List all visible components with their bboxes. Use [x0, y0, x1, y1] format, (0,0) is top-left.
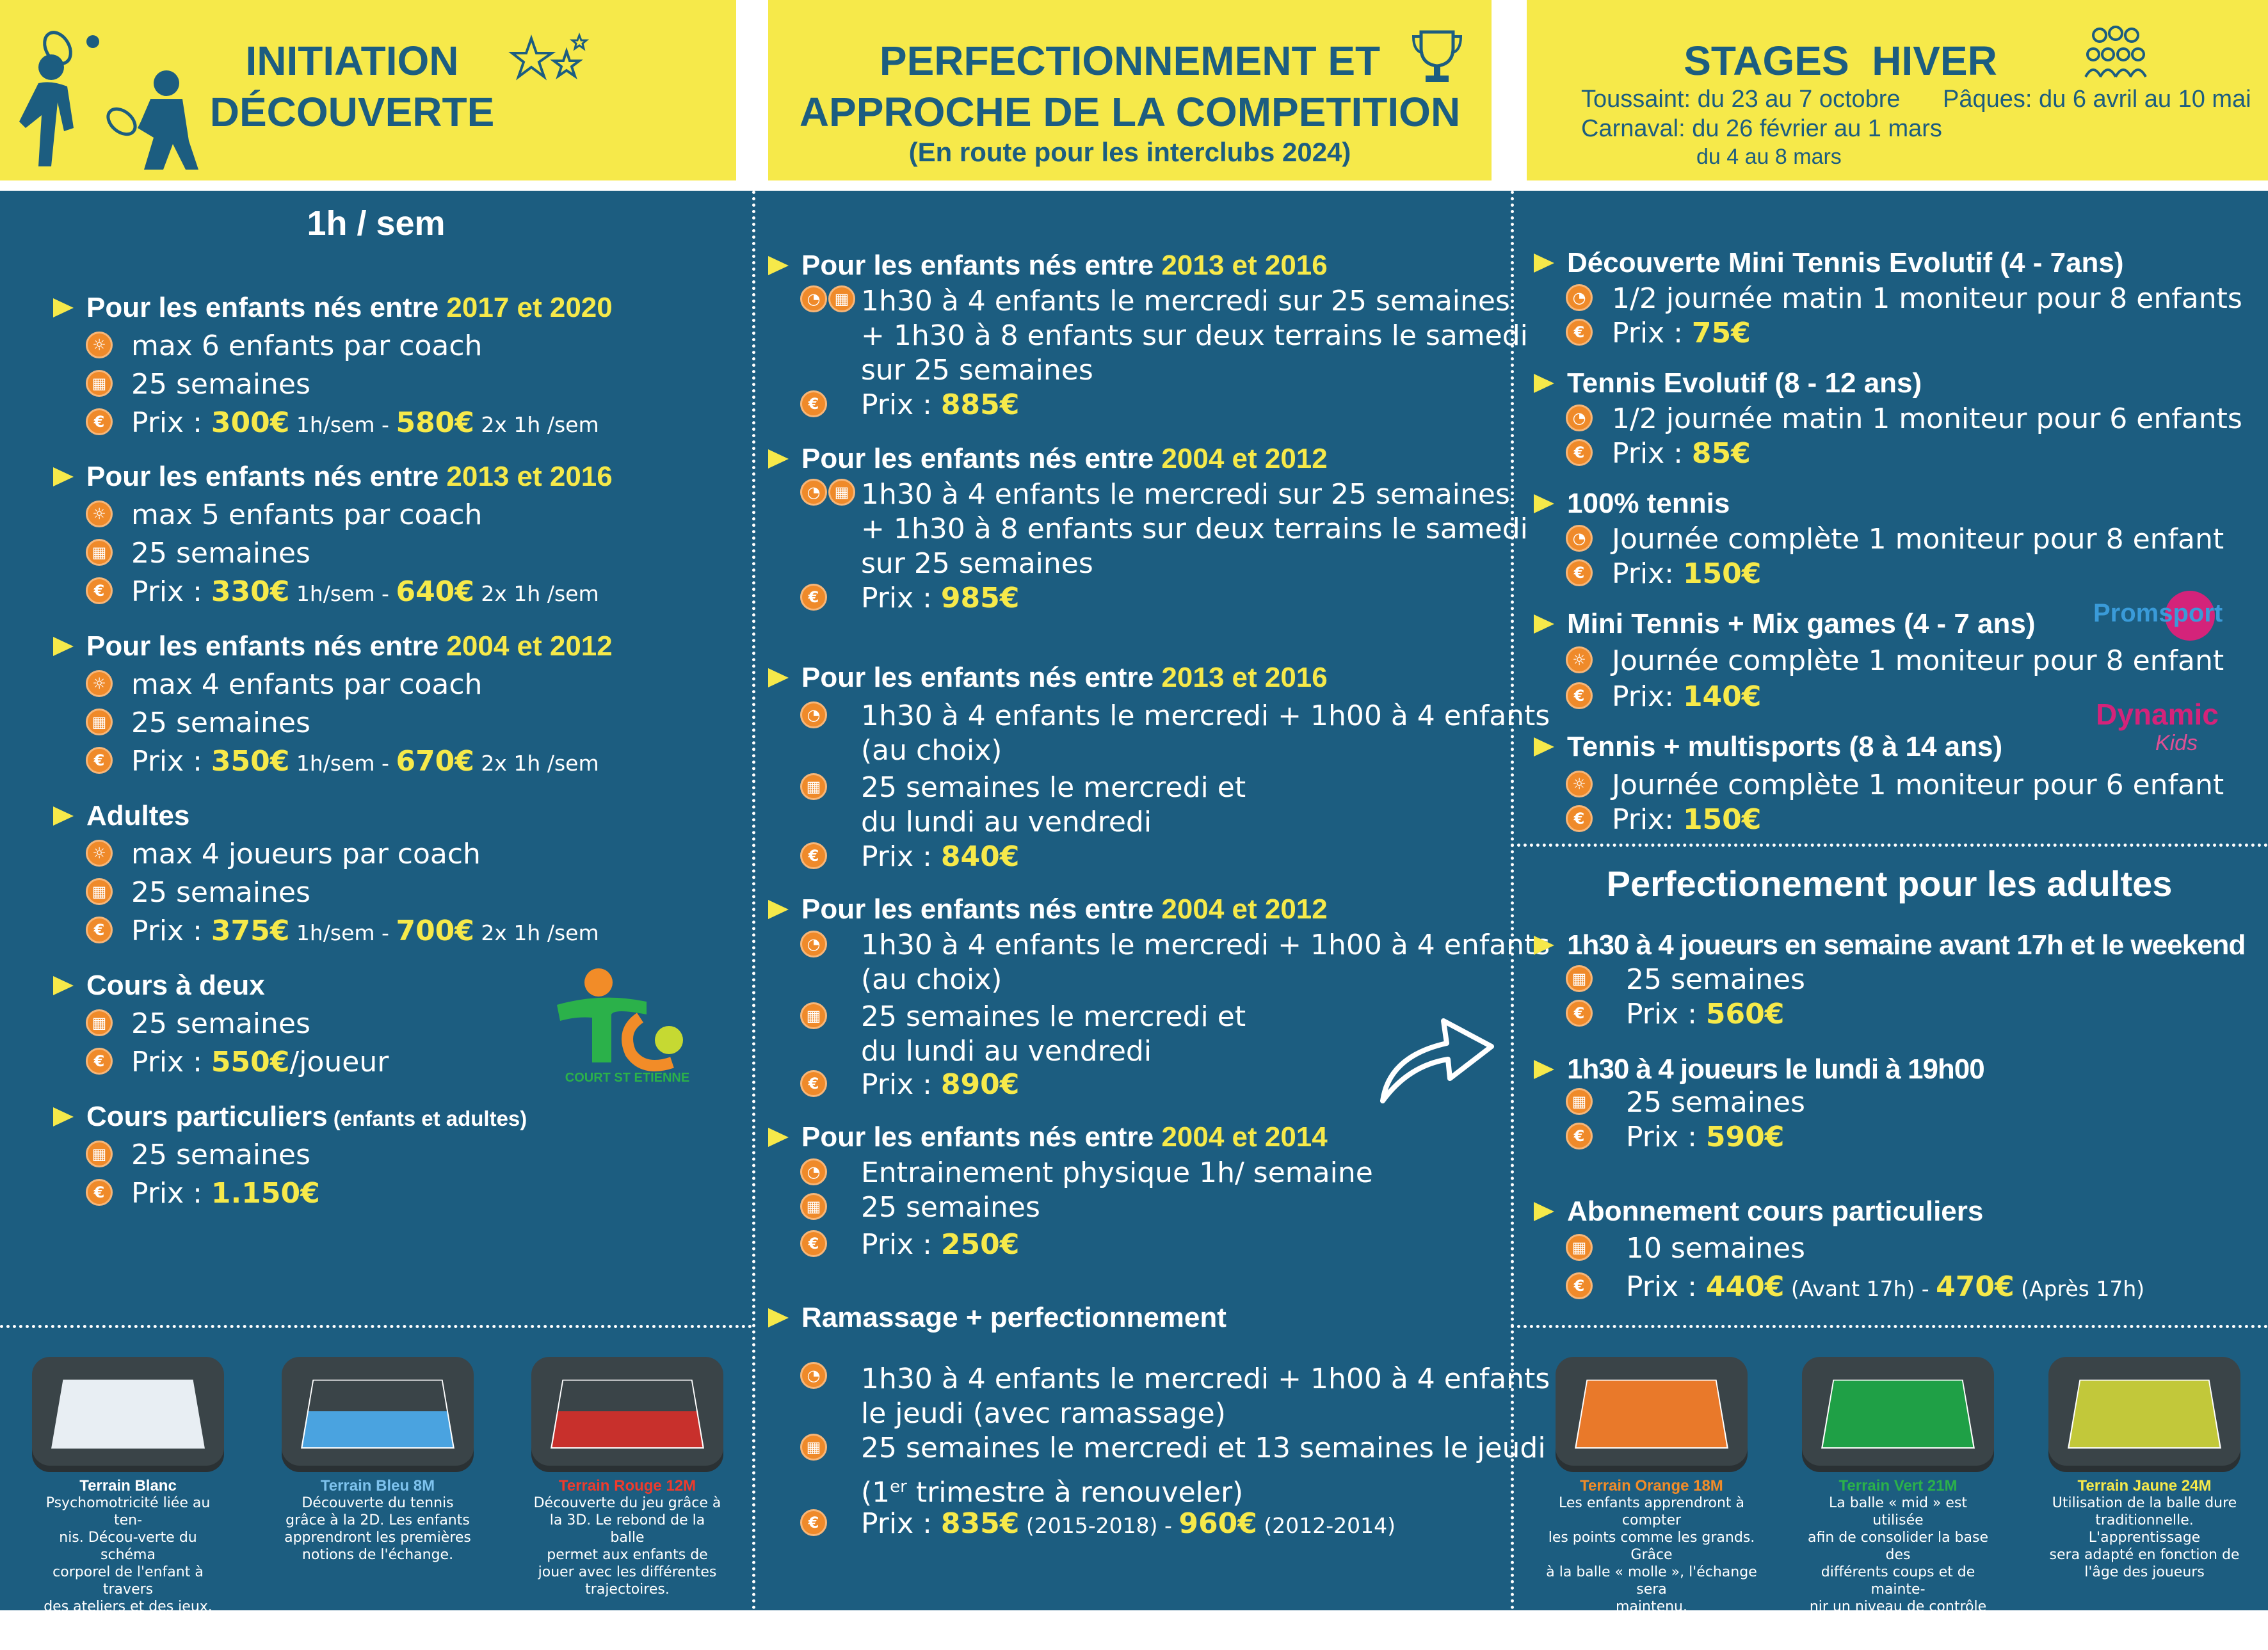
initiation-title-line2: DÉCOUVERTE	[209, 89, 495, 135]
mid-block5-line2: 25 semaines	[861, 1191, 1040, 1224]
clock-icon: ◔	[800, 285, 827, 312]
right-block1-line1: 1/2 journée matin 1 moniteur pour 8 enfants	[1612, 282, 2242, 315]
right-block4-price: Prix: 140€	[1612, 680, 1762, 713]
group1-size: max 6 enfants par coach	[131, 330, 483, 362]
left-title: 1h / sem	[307, 204, 446, 243]
calendar-icon: ▦	[800, 1193, 827, 1220]
euro-icon: €	[800, 1070, 827, 1097]
mid-block1-title: Pour les enfants nés entre 2013 et 2016	[801, 248, 1328, 283]
euro-icon: €	[1566, 319, 1593, 346]
private-price: Prix : 1.150€	[131, 1177, 320, 1210]
kids-logo-text: Kids	[2155, 731, 2198, 755]
mid-block5-price: Prix : 250€	[861, 1228, 1020, 1261]
calendar-icon: ▦	[800, 1434, 827, 1461]
mid-block3-line4: du lundi au vendredi	[861, 806, 1152, 838]
euro-icon: €	[1566, 682, 1593, 709]
court-green-caption: Terrain Vert 21M La balle « mid » est utilisée afin de consolider la base des différents coups et de mainte- nir un niveau de contrôle et de précision.	[1808, 1477, 1988, 1649]
mid-block6-title: Ramassage + perfectionnement	[801, 1301, 1226, 1335]
group2-size: max 5 enfants par coach	[131, 499, 483, 531]
mid-block6-price: Prix : 835€ (2015-2018) - 960€ (2012-2014)	[861, 1507, 1395, 1540]
mid-block2-line2: + 1h30 à 8 enfants sur deux terrains le samedi	[861, 513, 1528, 545]
euro-icon: €	[800, 390, 827, 417]
calendar-icon: ▦	[1566, 965, 1593, 992]
euro-icon: €	[800, 1230, 827, 1257]
private-title: Cours particuliers (enfants et adultes)	[86, 1100, 527, 1136]
court-yellow	[2048, 1357, 2240, 1466]
adult-block1-title: 1h30 à 4 joueurs en semaine avant 17h et le weekend	[1567, 928, 2245, 963]
group3-title: Pour les enfants nés entre 2004 et 2012	[86, 629, 613, 664]
calendar-icon: ▦	[86, 539, 113, 566]
court-blue	[282, 1357, 474, 1466]
right-block4-title: Mini Tennis + Mix games (4 - 7 ans)	[1567, 607, 2035, 641]
mid-block3-title: Pour les enfants nés entre 2013 et 2016	[801, 661, 1328, 695]
clock-icon: ◔	[800, 1362, 827, 1389]
euro-icon: €	[800, 1509, 827, 1536]
group1-price: Prix : 300€ 1h/sem - 580€ 2x 1h /sem	[131, 406, 599, 439]
mid-block6-line2: le jeudi (avec ramassage)	[861, 1397, 1226, 1430]
mid-block1-line1: 1h30 à 4 enfants le mercredi sur 25 semaines	[861, 285, 1510, 317]
euro-icon: €	[800, 584, 827, 611]
euro-icon: €	[86, 747, 113, 774]
group-size-icon: ☼	[86, 332, 113, 358]
right-block5-price: Prix: 150€	[1612, 803, 1762, 836]
right-block3-price: Prix: 150€	[1612, 557, 1762, 590]
duo-weeks: 25 semaines	[131, 1007, 310, 1040]
mid-block4-title: Pour les enfants nés entre 2004 et 2012	[801, 892, 1328, 927]
mid-block4-line1: 1h30 à 4 enfants le mercredi + 1h00 à 4 enfants	[861, 929, 1550, 961]
right-block3-title: 100% tennis	[1567, 486, 1730, 521]
calendar-icon: ▦	[828, 479, 855, 506]
private-weeks: 25 semaines	[131, 1139, 310, 1171]
mid-block1-line3: sur 25 semaines	[861, 354, 1093, 387]
clock-icon: ◔	[800, 1158, 827, 1185]
group1-weeks: 25 semaines	[131, 368, 310, 401]
euro-icon: €	[1566, 559, 1593, 586]
calendar-icon: ▦	[86, 1009, 113, 1036]
mid-block4-price: Prix : 890€	[861, 1068, 1020, 1101]
court-red	[531, 1357, 723, 1466]
group-icon	[2084, 26, 2148, 80]
stages-toussaint: Toussaint: du 23 au 7 octobre	[1581, 86, 1901, 113]
right-block2-title: Tennis Evolutif (8 - 12 ans)	[1567, 366, 1922, 401]
adult-block1-weeks: 25 semaines	[1626, 963, 1805, 996]
mid-block6-line3: 25 semaines le mercredi et 13 semaines le jeudi	[861, 1432, 1546, 1464]
calendar-icon: ▦	[86, 709, 113, 735]
adult-block2-weeks: 25 semaines	[1626, 1086, 1805, 1119]
calendar-icon: ▦	[86, 878, 113, 905]
mid-block5-line1: Entrainement physique 1h/ semaine	[861, 1157, 1373, 1189]
adult-block2-title: 1h30 à 4 joueurs le lundi à 19h00	[1567, 1052, 1984, 1087]
euro-icon: €	[1566, 1000, 1593, 1027]
euro-icon: €	[86, 1048, 113, 1075]
promsport-logo-text: Promsport	[2093, 599, 2223, 627]
calendar-icon: ▦	[86, 370, 113, 397]
euro-icon: €	[86, 577, 113, 604]
mid-block1-line2: + 1h30 à 8 enfants sur deux terrains le samedi	[861, 319, 1528, 352]
right-block2-line1: 1/2 journée matin 1 moniteur pour 6 enfants	[1612, 403, 2242, 435]
court-red-caption: Terrain Rouge 12M Découverte du jeu grâce à la 3D. Le rebond de la balle permet aux enfants de jouer avec les différentes trajectoires.	[533, 1477, 721, 1598]
court-yellow-caption: Terrain Jaune 24M Utilisation de la balle dure traditionnelle. L'apprentissage sera adapté en fonction de l'âge des joueurs	[2049, 1477, 2240, 1580]
euro-icon: €	[1566, 1272, 1593, 1299]
mid-block1-price: Prix : 885€	[861, 388, 1020, 421]
mid-block2-line3: sur 25 semaines	[861, 547, 1093, 580]
mid-block3-price: Prix : 840€	[861, 840, 1020, 873]
clock-icon: ◔	[1566, 284, 1593, 311]
dynamic-kids-logo	[2093, 698, 2221, 768]
calendar-icon: ▦	[800, 773, 827, 800]
header-perfectionnement	[768, 0, 1492, 180]
header-initiation	[0, 0, 736, 180]
adult-block3-price: Prix : 440€ (Avant 17h) - 470€ (Après 17h)	[1626, 1270, 2145, 1303]
group3-size: max 4 enfants par coach	[131, 668, 483, 701]
euro-icon: €	[86, 408, 113, 435]
calendar-icon: ▦	[800, 1002, 827, 1029]
clock-icon: ◔	[800, 931, 827, 957]
tennis-players-icon	[13, 19, 218, 173]
adults-price: Prix : 375€ 1h/sem - 700€ 2x 1h /sem	[131, 915, 599, 947]
adult-block3-title: Abonnement cours particuliers	[1567, 1194, 1983, 1229]
clock-icon: ◔	[1566, 525, 1593, 552]
euro-icon: €	[800, 842, 827, 869]
group-size-icon: ☼	[1566, 771, 1593, 797]
club-logo-text: COURT ST ETIENNE	[565, 1071, 690, 1085]
adults-title: Adultes	[86, 799, 189, 833]
mid-block2-line1: 1h30 à 4 enfants le mercredi sur 25 semaines	[861, 478, 1510, 511]
calendar-icon: ▦	[1566, 1234, 1593, 1261]
mid-block6-line1: 1h30 à 4 enfants le mercredi + 1h00 à 4 enfants	[861, 1363, 1550, 1395]
euro-icon: €	[1566, 439, 1593, 466]
group2-weeks: 25 semaines	[131, 537, 310, 570]
calendar-icon: ▦	[1566, 1088, 1593, 1115]
stages-paques: Pâques: du 6 avril au 10 mai	[1943, 86, 2251, 113]
court-orange-caption: Terrain Orange 18M Les enfants apprendront à compter les points comme les grands. Grâce à la balle « molle », l'échange sera maintenu.	[1546, 1477, 1757, 1615]
mid-block4-line2: (au choix)	[861, 963, 1002, 996]
court-green	[1802, 1357, 1994, 1466]
divider-right-mid	[1511, 844, 2268, 847]
group-size-icon: ☼	[86, 670, 113, 697]
right-block4-line1: Journée complète 1 moniteur pour 8 enfant	[1612, 645, 2224, 677]
euro-icon: €	[1566, 1123, 1593, 1149]
court-white	[32, 1357, 224, 1466]
right-block2-price: Prix : 85€	[1612, 437, 1751, 470]
group3-weeks: 25 semaines	[131, 707, 310, 739]
club-logo	[551, 960, 704, 1088]
right-block1-price: Prix : 75€	[1612, 317, 1751, 349]
perf-subtitle: (En route pour les interclubs 2024)	[908, 137, 1351, 167]
mid-block2-price: Prix : 985€	[861, 582, 1020, 614]
divider-left	[752, 191, 755, 1610]
adult-block1-price: Prix : 560€	[1626, 998, 1785, 1030]
stages-mars: du 4 au 8 mars	[1696, 145, 1842, 169]
initiation-title-line1: INITIATION	[245, 38, 459, 84]
duo-price: Prix : 550€/joueur	[131, 1046, 389, 1078]
right-block5-line1: Journée complète 1 moniteur pour 6 enfant	[1612, 769, 2224, 801]
clock-icon: ◔	[800, 701, 827, 728]
group3-price: Prix : 350€ 1h/sem - 670€ 2x 1h /sem	[131, 745, 599, 778]
perf-title-line2: APPROCHE DE LA COMPETITION	[799, 89, 1461, 135]
arrow-right-icon	[1376, 1005, 1498, 1107]
group2-price: Prix : 330€ 1h/sem - 640€ 2x 1h /sem	[131, 575, 599, 608]
court-orange	[1556, 1357, 1748, 1466]
promsport-logo	[2093, 588, 2221, 639]
group-size-icon: ☼	[1566, 646, 1593, 673]
mid-block2-title: Pour les enfants nés entre 2004 et 2012	[801, 442, 1328, 476]
mid-block3-line1: 1h30 à 4 enfants le mercredi + 1h00 à 4 enfants	[861, 700, 1550, 732]
mid-block4-line3: 25 semaines le mercredi et	[861, 1000, 1246, 1033]
adult-block2-price: Prix : 590€	[1626, 1121, 1785, 1153]
court-blue-caption: Terrain Bleu 8M Découverte du tennis grâce à la 2D. Les enfants apprendront les premières notions de l'échange.	[284, 1477, 471, 1563]
adult-block3-weeks: 10 semaines	[1626, 1232, 1805, 1265]
group1-title: Pour les enfants nés entre 2017 et 2020	[86, 291, 613, 325]
dynamic-logo-text: Dynamic	[2096, 698, 2219, 731]
clock-icon: ◔	[800, 479, 827, 506]
right-block3-line1: Journée complète 1 moniteur pour 8 enfant	[1612, 523, 2224, 556]
mid-block3-line3: 25 semaines le mercredi et	[861, 771, 1246, 804]
header-stages	[1527, 0, 2268, 180]
stars-icon	[512, 35, 589, 86]
adult-section-title: Perfectionement pour les adultes	[1606, 863, 2173, 904]
perf-title-line1: PERFECTIONNEMENT ET	[879, 38, 1381, 84]
adults-weeks: 25 semaines	[131, 876, 310, 909]
mid-block4-line4: du lundi au vendredi	[861, 1035, 1152, 1068]
clock-icon: ◔	[1566, 404, 1593, 431]
stages-carnaval: Carnaval: du 26 février au 1 mars	[1581, 115, 1942, 142]
court-white-caption: Terrain Blanc Psychomotricité liée au ten- nis. Décou-verte du schéma corporel de l'enfant à travers des ateliers et des jeux.	[44, 1477, 213, 1615]
calendar-icon: ▦	[86, 1141, 113, 1167]
divider-bottom-right	[1511, 1325, 2268, 1328]
adults-size: max 4 joueurs par coach	[131, 838, 481, 870]
group-size-icon: ☼	[86, 501, 113, 527]
mid-block6-line4: (1er trimestre à renouveler)	[861, 1476, 1244, 1509]
euro-icon: €	[86, 917, 113, 943]
duo-title: Cours à deux	[86, 968, 265, 1003]
right-block5-title: Tennis + multisports (8 à 14 ans)	[1567, 730, 2002, 764]
calendar-icon: ▦	[828, 285, 855, 312]
euro-icon: €	[86, 1179, 113, 1206]
right-block1-title: Découverte Mini Tennis Evolutif (4 - 7ans)	[1567, 246, 2124, 280]
euro-icon: €	[1566, 805, 1593, 832]
group2-title: Pour les enfants nés entre 2013 et 2016	[86, 460, 613, 494]
trophy-icon	[1411, 29, 1463, 86]
stages-title: STAGES HIVER	[1684, 38, 1997, 84]
group-size-icon: ☼	[86, 840, 113, 867]
mid-block5-title: Pour les enfants nés entre 2004 et 2014	[801, 1120, 1328, 1155]
divider-bottom-left	[0, 1325, 752, 1328]
mid-block3-line2: (au choix)	[861, 734, 1002, 767]
